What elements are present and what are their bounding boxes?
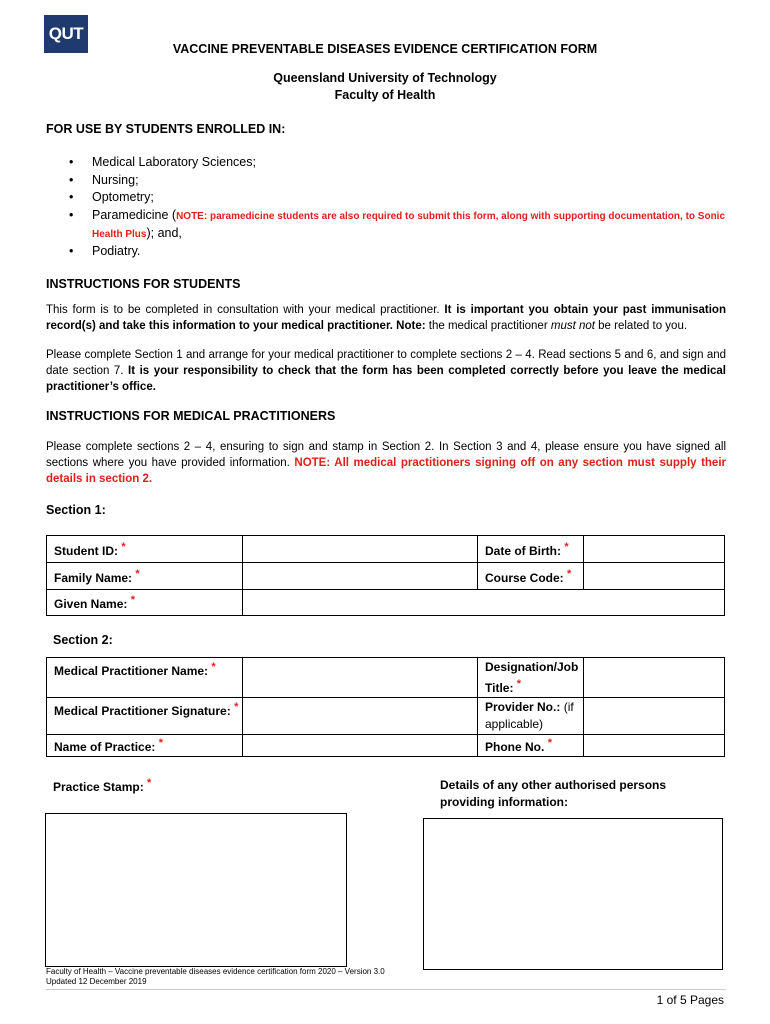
student-instructions-heading: INSTRUCTIONS FOR STUDENTS: [46, 277, 241, 291]
text-italic: must not: [550, 320, 595, 332]
designation-field[interactable]: [584, 658, 725, 698]
practice-name-field[interactable]: [243, 735, 478, 757]
phone-label: Phone No. *: [478, 735, 584, 757]
text-bold: It is your responsibility to check that the form has been completed correctly before you leave the medical practitioner’s office.: [46, 365, 726, 393]
student-id-field[interactable]: [243, 536, 478, 563]
text: Please complete Section 1 and arrange for your medical practitioner to complete sections 2 – 4. Read sections 5 and 6, and sign and date section 7.: [46, 349, 726, 377]
text: Please complete sections 2 – 4, ensuring to sign and stamp in Section 2. In Section 3 and 4, please ensure you have signed all sections where you have provided information.: [46, 441, 726, 469]
list-item: • Optometry;: [66, 189, 736, 207]
given-name-label: Given Name: *: [47, 590, 243, 616]
family-name-label: Family Name: *: [47, 563, 243, 590]
paramedicine-suffix: ); and,: [146, 225, 182, 240]
course-code-label: Course Code: *: [478, 563, 584, 590]
paramedicine-note: NOTE: paramedicine students are also required to submit this form, along with supporting documentation, to Sonic Health Plus: [92, 210, 726, 240]
date-of-birth-label: Date of Birth: *: [478, 536, 584, 563]
date-of-birth-field[interactable]: [584, 536, 725, 563]
designation-label: Designation/Job Title: *: [478, 658, 584, 698]
provider-no-field[interactable]: [584, 698, 725, 735]
text: the medical practitioner: [425, 320, 551, 332]
provider-no-label: Provider No.: (if applicable): [478, 698, 584, 735]
footer-line: Faculty of Health – Vaccine preventable diseases evidence certification form 2020 – Version 3.0: [46, 967, 385, 976]
qut-logo: QUT: [44, 15, 88, 53]
text-bold: It is important you obtain your past immunisation record(s) and take this information to your medical practitioner. Note:: [46, 304, 726, 332]
list-item: • Nursing;: [66, 172, 736, 190]
list-item-paramedicine: [66, 207, 736, 243]
practice-name-label: Name of Practice: *: [47, 735, 243, 757]
section2-heading: Section 2:: [53, 633, 113, 647]
other-persons-box[interactable]: [423, 818, 723, 970]
family-name-field[interactable]: [243, 563, 478, 590]
list-item: • Podiatry.: [66, 243, 736, 261]
page-count: 1 of 5 Pages: [656, 993, 724, 1007]
section2-table: [46, 657, 725, 757]
practice-stamp-label: Practice Stamp: *: [53, 777, 152, 794]
practitioner-name-label: Medical Practitioner Name: *: [47, 658, 243, 698]
text: be related to you.: [594, 320, 688, 332]
faculty-name: Faculty of Health: [334, 88, 436, 102]
student-instructions-paragraph-2: [46, 347, 726, 395]
phone-field[interactable]: [584, 735, 725, 757]
student-instructions-paragraph-1: [46, 302, 726, 334]
section1-table: [46, 535, 725, 616]
list-item: • Medical Laboratory Sciences;: [66, 154, 736, 172]
form-title: VACCINE PREVENTABLE DISEASES EVIDENCE CERTIFICATION FORM: [172, 42, 598, 56]
signature-label: Medical Practitioner Signature: *: [47, 698, 243, 735]
practitioner-instructions-paragraph: [46, 439, 726, 487]
footer-divider: [46, 989, 726, 990]
university-name: Queensland University of Technology: [273, 71, 497, 85]
footer-text: [46, 967, 385, 987]
enrolled-heading: FOR USE BY STUDENTS ENROLLED IN:: [46, 122, 286, 136]
text: This form is to be completed in consultation with your medical practitioner.: [46, 304, 445, 316]
practitioner-instructions-heading: INSTRUCTIONS FOR MEDICAL PRACTITIONERS: [46, 409, 336, 423]
program-list: [66, 154, 736, 260]
student-id-label: Student ID: *: [47, 536, 243, 563]
other-persons-label: Details of any other authorised persons providing information:: [440, 778, 667, 809]
course-code-field[interactable]: [584, 563, 725, 590]
practice-stamp-box[interactable]: [45, 813, 347, 967]
signature-field[interactable]: [243, 698, 478, 735]
text-red-bold: NOTE: All medical practitioners signing off on any section must supply their details in section 2.: [46, 457, 726, 485]
paramedicine-label: Paramedicine (: [92, 207, 177, 222]
practitioner-name-field[interactable]: [243, 658, 478, 698]
footer-line: Updated 12 December 2019: [46, 977, 147, 986]
given-name-field[interactable]: [243, 590, 725, 616]
section1-heading: Section 1:: [46, 503, 106, 517]
